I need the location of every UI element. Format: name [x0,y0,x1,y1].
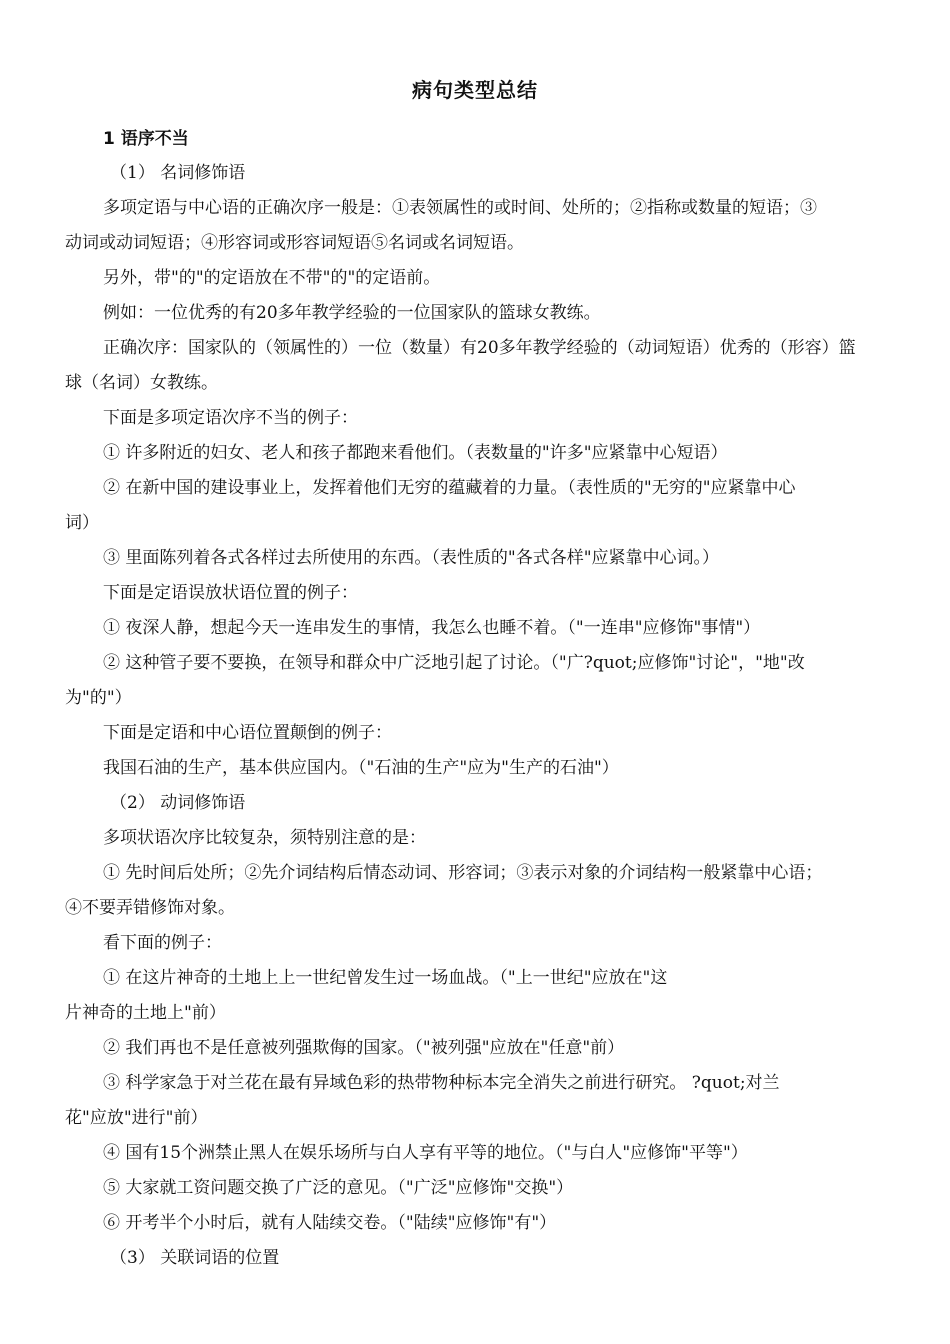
subsection-heading: （3） 关联词语的位置 [110,1248,280,1268]
paragraph-line: 多项状语次序比较复杂，须特别注意的是： [103,828,426,848]
paragraph-line: 多项定语与中心语的正确次序一般是：①表领属性的或时间、处所的；②指称或数量的短语；③ [103,198,817,218]
example-line: ⑤ 大家就工资问题交换了广泛的意见。（"广泛"应修饰"交换"） [103,1178,574,1198]
paragraph-line: ① 先时间后处所；②先介词结构后情态动词、形容词；③表示对象的介词结构一般紧靠中心语； [103,863,823,883]
example-line: ① 在这片神奇的土地上上一世纪曾发生过一场血战。（"上一世纪"应放在"这 [103,968,668,988]
paragraph-line: ④不要弄错修饰对象。 [65,898,235,918]
example-line: ④ 国有15个洲禁止黑人在娱乐场所与白人享有平等的地位。（"与白人"应修饰"平等"） [103,1143,748,1163]
subsection-heading: （2） 动词修饰语 [110,793,246,813]
paragraph-line: 下面是多项定语次序不当的例子： [103,408,358,428]
example-line: ① 夜深人静，想起今天一连串发生的事情，我怎么也睡不着。（"一连串"应修饰"事情"） [103,618,761,638]
subsection-heading: （1） 名词修饰语 [110,163,246,183]
paragraph-line: 下面是定语误放状语位置的例子： [103,583,358,603]
example-line: ① 许多附近的妇女、老人和孩子都跑来看他们。（表数量的"许多"应紧靠中心短语） [103,443,728,463]
example-line: ③ 里面陈列着各式各样过去所使用的东西。（表性质的"各式各样"应紧靠中心词。） [103,548,720,568]
paragraph-line: 下面是定语和中心语位置颠倒的例子： [103,723,392,743]
example-line: 花"应放"进行"前） [65,1108,208,1128]
paragraph-line: 另外，带"的"的定语放在不带"的"的定语前。 [103,268,441,288]
example-line: ② 我们再也不是任意被列强欺侮的国家。（"被列强"应放在"任意"前） [103,1038,625,1058]
example-line: ⑥ 开考半个小时后，就有人陆续交卷。（"陆续"应修饰"有"） [103,1213,557,1233]
paragraph-line: 动词或动词短语；④形容词或形容词短语⑤名词或名词短语。 [65,233,524,253]
example-line: ② 这种管子要不要换，在领导和群众中广泛地引起了讨论。（"广?quot;应修饰"讨论"，"地"改 [103,653,805,673]
paragraph-line: 正确次序：国家队的（领属性的）一位（数量）有20多年教学经验的（动词短语）优秀的（形容）篮 [103,338,856,358]
example-line: ② 在新中国的建设事业上，发挥着他们无穷的蕴藏着的力量。（表性质的"无穷的"应紧靠中心 [103,478,796,498]
paragraph-line: 球（名词）女教练。 [65,373,218,393]
example-line: ③ 科学家急于对兰花在最有异域色彩的热带物种标本完全消失之前进行研究。 ?quot;对兰 [103,1073,780,1093]
example-line: 我国石油的生产，基本供应国内。（"石油的生产"应为"生产的石油"） [103,758,619,778]
example-line: 片神奇的土地上"前） [65,1003,226,1023]
example-line: 为"的"） [65,688,132,708]
paragraph-line: 看下面的例子： [103,933,222,953]
document-title: 病句类型总结 [412,78,538,102]
example-line: 词） [65,513,99,533]
paragraph-line: 例如：一位优秀的有20多年教学经验的一位国家队的篮球女教练。 [103,303,601,323]
section-heading: 1 语序不当 [103,129,189,149]
